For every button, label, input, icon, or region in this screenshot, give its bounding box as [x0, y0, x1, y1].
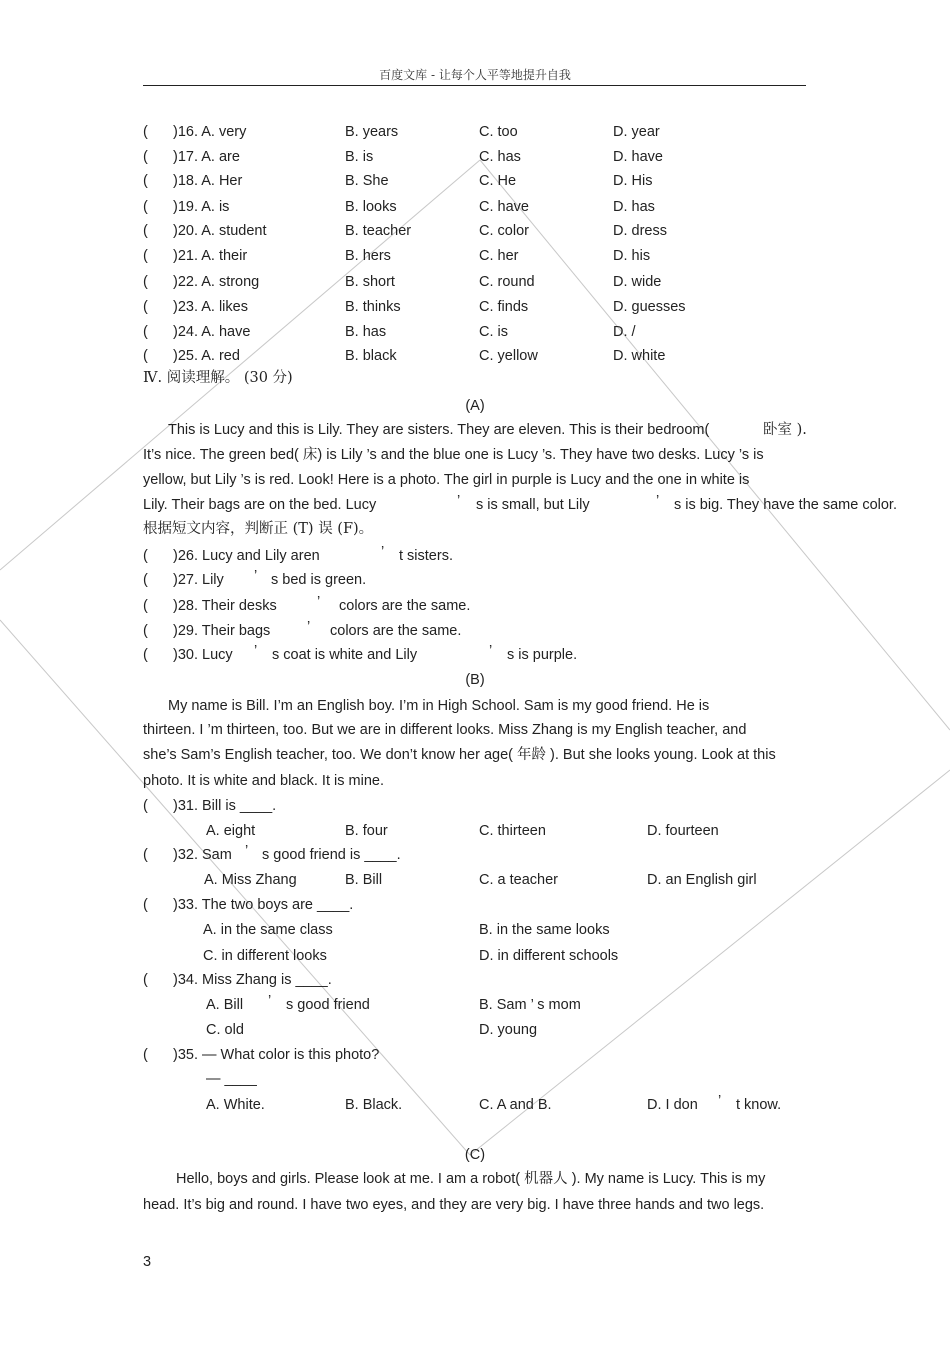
passage-a-line4c: s is big. They have the same color. — [674, 497, 897, 513]
option-d: D. fourteen — [647, 823, 719, 839]
question-paren: ( — [143, 1047, 148, 1063]
question-paren: ( — [143, 548, 148, 564]
cloze-option-d: D. year — [613, 124, 660, 140]
passage-b-line3: she’s Sam’s English teacher, too. We don’t know her age( 年龄 ). But she looks young. Look at this — [143, 747, 776, 763]
option-b: B. four — [345, 823, 388, 839]
apostrophe: ’ — [254, 568, 258, 584]
cloze-question-option-a: )17. A. are — [173, 149, 240, 165]
question-32: )32. Sam — [173, 847, 232, 863]
cloze-question-option-a: )21. A. their — [173, 248, 248, 264]
cloze-option-d: D. have — [613, 149, 663, 165]
cloze-question-option-a: )19. A. is — [173, 199, 230, 215]
answer-paren: ( — [143, 199, 148, 215]
apostrophe: ’ — [381, 544, 385, 560]
part-c-label: (C) — [464, 1147, 486, 1163]
question-29: )29. Their bags — [173, 623, 271, 639]
cloze-option-b: B. short — [345, 274, 395, 290]
option-d: D. I don — [647, 1097, 698, 1113]
answer-blank: — ____ — [206, 1071, 257, 1087]
question-28: )28. Their desks — [173, 598, 277, 614]
cloze-option-b: B. hers — [345, 248, 391, 264]
question-paren: ( — [143, 897, 148, 913]
answer-paren: ( — [143, 274, 148, 290]
passage-a-line1-end: 卧室 ). — [763, 422, 807, 438]
cloze-option-c: C. too — [479, 124, 518, 140]
cloze-option-b: B. has — [345, 324, 387, 340]
cloze-option-c: C. He — [479, 173, 517, 189]
cloze-question-option-a: )16. A. very — [173, 124, 247, 140]
option-b: B. Sam ’ s mom — [479, 997, 581, 1013]
question-32-end: s good friend is ____. — [262, 847, 401, 863]
option-c: C. old — [206, 1022, 244, 1038]
passage-b-line1: My name is Bill. I’m an English boy. I’m in High School. Sam is my good friend. He is — [168, 698, 710, 714]
question-27-end: s bed is green. — [271, 572, 367, 588]
header-rule — [143, 85, 806, 86]
option-b: B. Black. — [345, 1097, 403, 1113]
cloze-option-b: B. black — [345, 348, 397, 364]
option-a-end: s good friend — [286, 997, 370, 1013]
question-34: )34. Miss Zhang is ____. — [173, 972, 332, 988]
question-28-end: colors are the same. — [339, 598, 471, 614]
cloze-option-c: C. color — [479, 223, 529, 239]
apostrophe: ’ — [489, 643, 493, 659]
option-c: C. A and B. — [479, 1097, 552, 1113]
cloze-question-option-a: )24. A. have — [173, 324, 251, 340]
apostrophe: ’ — [457, 493, 461, 509]
cloze-option-d: D. dress — [613, 223, 667, 239]
passage-b-line4: photo. It is white and black. It is mine. — [143, 773, 384, 789]
cloze-option-c: C. have — [479, 199, 529, 215]
question-paren: ( — [143, 623, 148, 639]
answer-paren: ( — [143, 124, 148, 140]
cloze-option-b: B. She — [345, 173, 389, 189]
passage-c-line2: head. It’s big and round. I have two eyes, and they are very big. I have three hands and two legs. — [143, 1197, 765, 1213]
cloze-option-d: D. guesses — [613, 299, 686, 315]
page-number: 3 — [143, 1254, 152, 1270]
question-33: )33. The two boys are ____. — [173, 897, 354, 913]
cloze-option-d: D. his — [613, 248, 651, 264]
cloze-option-c: C. round — [479, 274, 535, 290]
option-a: A. White. — [206, 1097, 265, 1113]
part-a-label: (A) — [465, 398, 485, 414]
option-b: B. in the same looks — [479, 922, 610, 938]
cloze-option-d: D. has — [613, 199, 655, 215]
cloze-option-b: B. looks — [345, 199, 397, 215]
cloze-question-option-a: )23. A. likes — [173, 299, 248, 315]
answer-paren: ( — [143, 173, 148, 189]
section-heading: Ⅳ. 阅读理解。 (30 分) — [143, 370, 293, 386]
passage-a-line2: It’s nice. The green bed( 床) is Lily ’s and the blue one is Lucy ’s. They have two desks. Lucy ’s is — [143, 447, 764, 463]
cloze-question-option-a: )20. A. student — [173, 223, 267, 239]
question-31: )31. Bill is ____. — [173, 798, 277, 814]
question-paren: ( — [143, 972, 148, 988]
cloze-option-c: C. yellow — [479, 348, 538, 364]
passage-a-line4: Lily. Their bags are on the bed. Lucy — [143, 497, 377, 513]
cloze-option-b: B. teacher — [345, 223, 412, 239]
question-paren: ( — [143, 598, 148, 614]
option-d: D. in different schools — [479, 948, 619, 964]
cloze-option-c: C. her — [479, 248, 519, 264]
cloze-option-b: B. thinks — [345, 299, 401, 315]
question-26: )26. Lucy and Lily aren — [173, 548, 320, 564]
question-paren: ( — [143, 847, 148, 863]
option-a: A. in the same class — [203, 922, 333, 938]
cloze-option-d: D. / — [613, 324, 636, 340]
question-30-mid: s coat is white and Lily — [272, 647, 418, 663]
question-paren: ( — [143, 798, 148, 814]
option-d: D. an English girl — [647, 872, 757, 888]
apostrophe: ’ — [245, 843, 249, 859]
question-35: )35. — What color is this photo? — [173, 1047, 380, 1063]
cloze-question-option-a: )25. A. red — [173, 348, 240, 364]
cloze-option-b: B. years — [345, 124, 399, 140]
passage-a-line1: This is Lucy and this is Lily. They are sisters. They are eleven. This is their bedroom( — [168, 422, 710, 438]
answer-paren: ( — [143, 149, 148, 165]
cloze-option-c: C. has — [479, 149, 521, 165]
passage-a-line3: yellow, but Lily ’s is red. Look! Here is a photo. The girl in purple is Lucy and the one in white is — [143, 472, 750, 488]
question-30: )30. Lucy — [173, 647, 233, 663]
question-26-end: t sisters. — [399, 548, 453, 564]
answer-paren: ( — [143, 348, 148, 364]
passage-b-line2: thirteen. I ’m thirteen, too. But we are in different looks. Miss Zhang is my English teacher, and — [143, 722, 747, 738]
cloze-option-d: D. wide — [613, 274, 662, 290]
apostrophe: ’ — [268, 993, 272, 1009]
question-paren: ( — [143, 572, 148, 588]
cloze-option-d: D. His — [613, 173, 653, 189]
apostrophe: ’ — [307, 619, 311, 635]
answer-paren: ( — [143, 223, 148, 239]
option-c: C. thirteen — [479, 823, 546, 839]
option-d: D. young — [479, 1022, 538, 1038]
option-a: A. Miss Zhang — [204, 872, 297, 888]
apostrophe: ’ — [718, 1093, 722, 1109]
apostrophe: ’ — [656, 493, 660, 509]
cloze-option-c: C. finds — [479, 299, 529, 315]
option-b: B. Bill — [345, 872, 383, 888]
apostrophe: ’ — [254, 643, 258, 659]
answer-paren: ( — [143, 324, 148, 340]
option-d-end: t know. — [736, 1097, 782, 1113]
apostrophe: ’ — [317, 594, 321, 610]
option-c: C. a teacher — [479, 872, 558, 888]
passage-a-line4b: s is small, but Lily — [476, 497, 590, 513]
cloze-question-option-a: )18. A. Her — [173, 173, 243, 189]
passage-c-line1: Hello, boys and girls. Please look at me. I am a robot( 机器人 ). My name is Lucy. This is my — [176, 1171, 766, 1187]
page-header: 百度文库 - 让每个人平等地提升自我 — [379, 68, 571, 82]
cloze-option-b: B. is — [345, 149, 374, 165]
part-b-label: (B) — [465, 672, 485, 688]
option-a: A. Bill — [206, 997, 244, 1013]
option-a: A. eight — [206, 823, 256, 839]
cloze-question-option-a: )22. A. strong — [173, 274, 260, 290]
question-paren: ( — [143, 647, 148, 663]
option-c: C. in different looks — [203, 948, 327, 964]
instructions: 根据短文内容，判断正 (T) 误 (F)。 — [143, 521, 374, 537]
answer-paren: ( — [143, 299, 148, 315]
question-30-end: s is purple. — [507, 647, 578, 663]
question-29-end: colors are the same. — [330, 623, 462, 639]
cloze-option-d: D. white — [613, 348, 666, 364]
answer-paren: ( — [143, 248, 148, 264]
question-27: )27. Lily — [173, 572, 224, 588]
cloze-option-c: C. is — [479, 324, 508, 340]
